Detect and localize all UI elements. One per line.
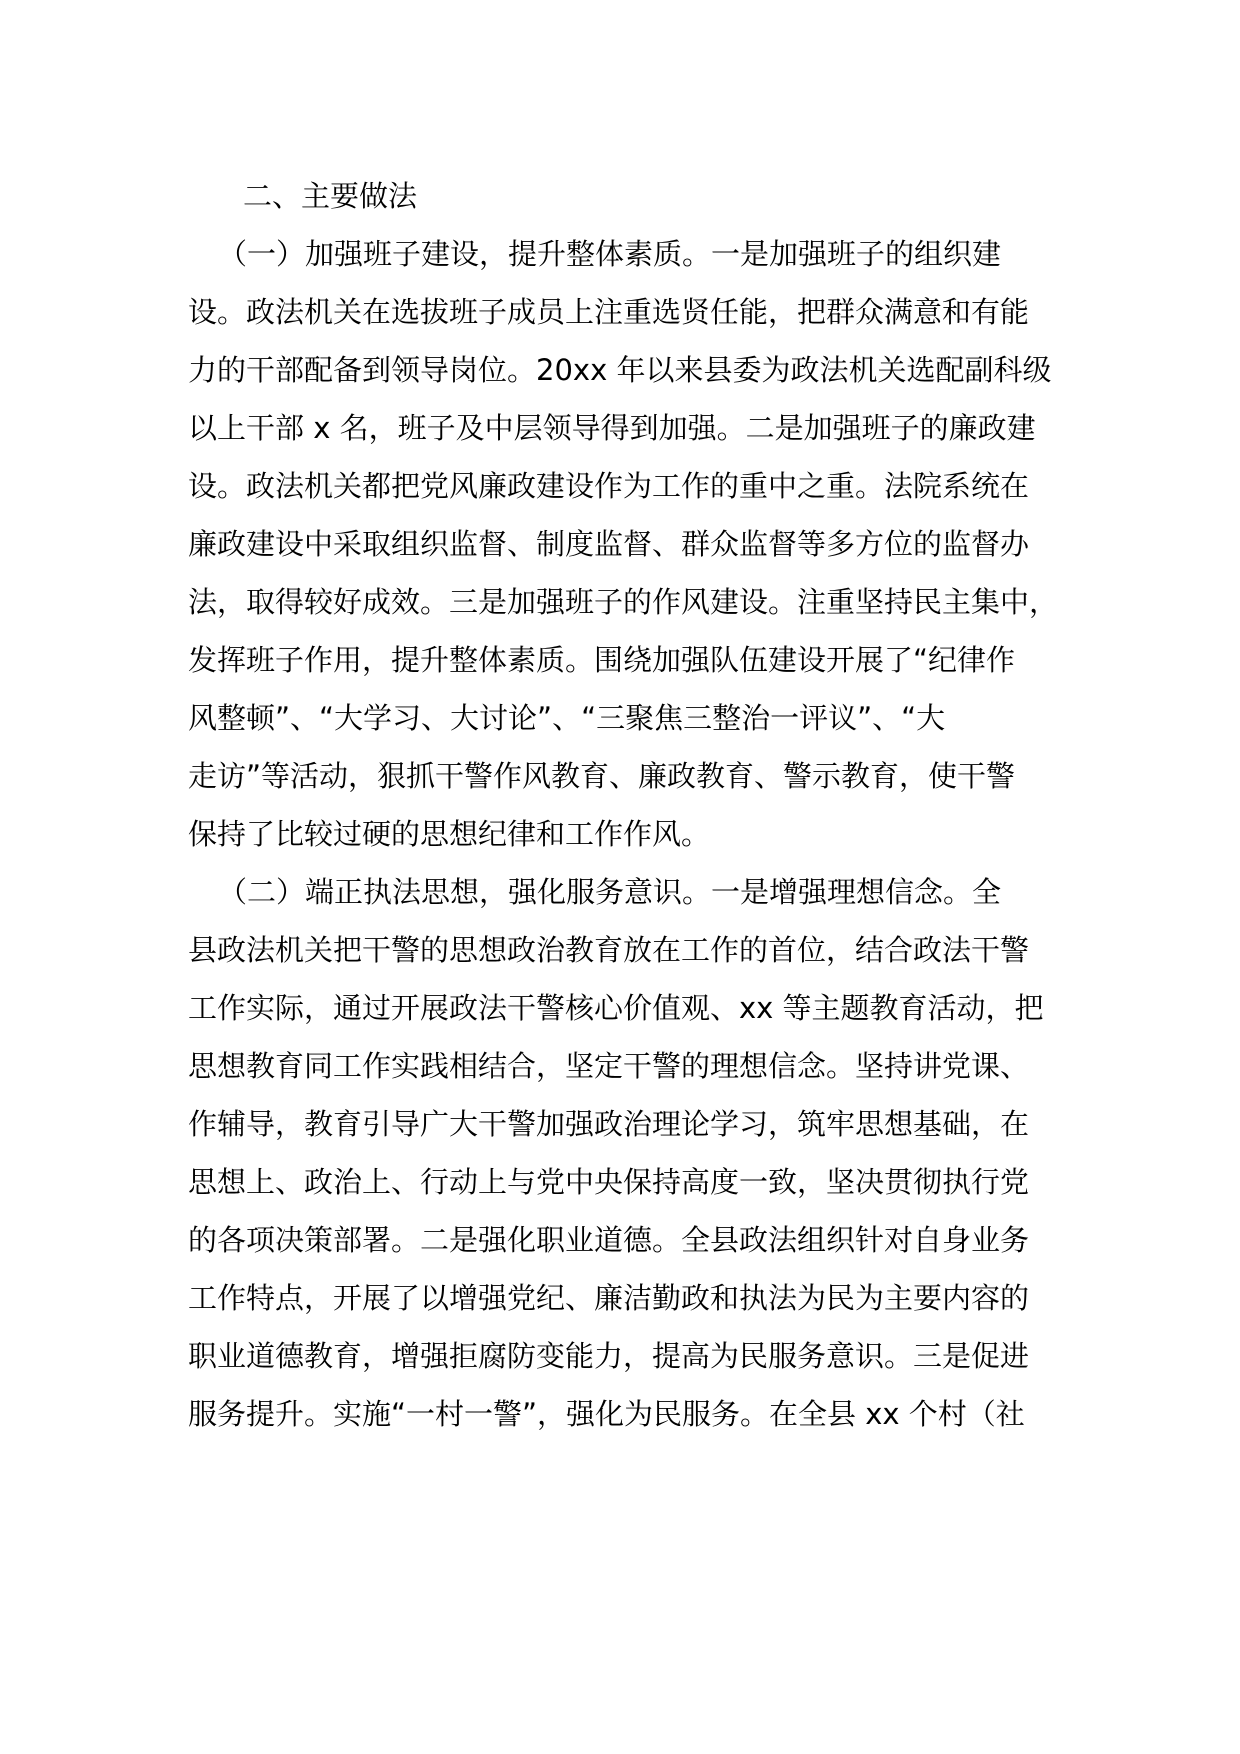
paragraph-2-line-6: 思想上、政治上、行动上与党中央保持高度一致，坚决贯彻执行党 [188, 1165, 1030, 1199]
paragraph-2-line-8: 工作特点，开展了以增强党纪、廉洁勤政和执法为民为主要内容的 [188, 1281, 1030, 1315]
paragraph-2-line-10: 服务提升。实施“一村一警”，强化为民服务。在全县 xx 个村（社 [188, 1397, 1025, 1431]
section-heading: 二、主要做法 [243, 179, 418, 213]
paragraph-2-line-3: 工作实际，通过开展政法干警核心价值观、xx 等主题教育活动，把 [188, 991, 1044, 1025]
paragraph-1-line-2: 设。政法机关在选拔班子成员上注重选贤任能，把群众满意和有能 [188, 295, 1030, 329]
paragraph-2-line-7: 的各项决策部署。二是强化职业道德。全县政法组织针对自身业务 [188, 1223, 1030, 1257]
paragraph-1-line-8: 发挥班子作用，提升整体素质。围绕加强队伍建设开展了“纪律作 [188, 643, 1016, 677]
paragraph-2-line-1: （二）端正执法思想，强化服务意识。一是增强理想信念。全 [218, 875, 1002, 909]
paragraph-2-line-5: 作辅导，教育引导广大干警加强政治理论学习，筑牢思想基础，在 [188, 1107, 1030, 1141]
paragraph-1-line-1: （一）加强班子建设，提升整体素质。一是加强班子的组织建 [218, 237, 1002, 271]
paragraph-1-line-4: 以上干部 x 名，班子及中层领导得到加强。二是加强班子的廉政建 [188, 411, 1036, 445]
paragraph-1-line-3: 力的干部配备到领导岗位。20xx 年以来县委为政法机关选配副科级 [188, 353, 1052, 387]
paragraph-1-line-10: 走访”等活动，狠抓干警作风教育、廉政教育、警示教育，使干警 [188, 759, 1016, 793]
paragraph-2-line-9: 职业道德教育，增强拒腐防变能力，提高为民服务意识。三是促进 [188, 1339, 1030, 1373]
paragraph-1-line-7: 法，取得较好成效。三是加强班子的作风建设。注重坚持民主集中， [188, 585, 1059, 619]
paragraph-2-line-2: 县政法机关把干警的思想政治教育放在工作的首位，结合政法干警 [188, 933, 1030, 967]
paragraph-1-line-6: 廉政建设中采取组织监督、制度监督、群众监督等多方位的监督办 [188, 527, 1030, 561]
paragraph-1-line-9: 风整顿”、“大学习、大讨论”、“三聚焦三整治一评议”、“大 [188, 701, 946, 735]
paragraph-1-line-5: 设。政法机关都把党风廉政建设作为工作的重中之重。法院系统在 [188, 469, 1030, 503]
paragraph-1-line-11: 保持了比较过硬的思想纪律和工作作风。 [188, 817, 711, 851]
paragraph-2-line-4: 思想教育同工作实践相结合，坚定干警的理想信念。坚持讲党课、 [188, 1049, 1030, 1083]
